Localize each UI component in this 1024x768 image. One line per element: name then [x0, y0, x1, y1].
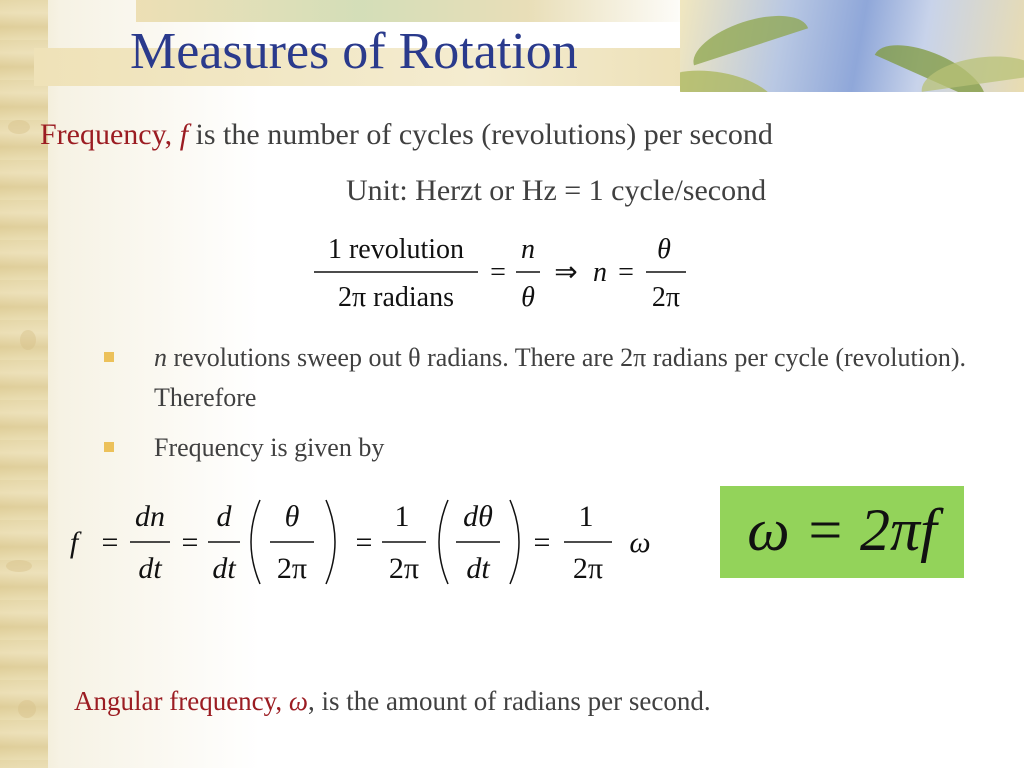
eq2-dt-2: dt: [212, 552, 236, 585]
eq2-dt-3: dt: [466, 552, 490, 585]
parchment-texture: [20, 330, 36, 350]
eq2-equals: =: [181, 526, 199, 559]
leaf-collage-image: [680, 0, 1024, 92]
eq1-n: n: [593, 257, 607, 288]
eq1-left-denominator: 2π radians: [338, 282, 454, 313]
eq2-dtheta: dθ: [463, 500, 493, 533]
left-paren: [439, 500, 448, 584]
slide-title: Measures of Rotation: [130, 23, 578, 80]
bullet-text: [154, 338, 984, 418]
right-paren: [326, 500, 335, 584]
eq2-2pi-3: 2π: [572, 552, 604, 585]
eq2-theta: θ: [284, 500, 300, 533]
frequency-definition: [40, 118, 773, 152]
eq2-one: 1: [394, 500, 410, 533]
eq2-dn: dn: [135, 500, 165, 533]
angular-frequency-formula: ω = 2πf: [747, 497, 937, 563]
eq1-equals: =: [490, 257, 506, 288]
eq2-d: d: [216, 500, 232, 533]
bullet-body: revolutions sweep out θ radians. There are 2π radians per cycle (revolution). Therefore: [154, 343, 967, 412]
frequency-term: Frequency,: [40, 118, 173, 151]
eq1-n-numerator: n: [521, 234, 535, 265]
frequency-symbol: f: [179, 118, 189, 151]
eq2-equals: =: [355, 526, 373, 559]
parchment-texture: [18, 700, 36, 718]
bullet-marker: [104, 442, 114, 452]
right-paren: [510, 500, 519, 584]
angular-frequency-symbol: ω: [288, 686, 308, 716]
eq2-equals: =: [101, 526, 119, 559]
eq2-one-2: 1: [578, 500, 594, 533]
eq2-f: f: [69, 526, 79, 559]
angular-frequency-term: Angular frequency,: [74, 686, 283, 716]
frequency-derivation-equation: [64, 496, 674, 592]
revolution-radian-equation: [312, 230, 702, 316]
eq1-left-numerator: 1 revolution: [327, 234, 465, 265]
parchment-texture: [8, 120, 30, 134]
eq2-equals: =: [533, 526, 551, 559]
eq1-theta-denominator: θ: [521, 282, 535, 313]
frequency-definition-text: is the number of cycles (revolutions) per second: [195, 118, 773, 151]
eq2-omega: ω: [629, 526, 651, 559]
angular-frequency-text: , is the amount of radians per second.: [307, 686, 711, 716]
header-decoration: [136, 0, 696, 22]
leaf-decoration: [686, 4, 808, 66]
bullet-text: Frequency is given by: [154, 433, 385, 462]
eq1-equals-2: =: [618, 257, 634, 288]
eq2-2pi: 2π: [276, 552, 308, 585]
leaf-decoration: [680, 62, 780, 92]
bullet-lead-n: n: [154, 343, 167, 372]
implies-arrow: ⇒: [554, 257, 578, 288]
angular-frequency-formula-box: [720, 486, 964, 578]
parchment-texture: [6, 560, 32, 572]
unit-line: Unit: Herzt or Hz = 1 cycle/second: [346, 174, 767, 207]
angular-frequency-definition: [74, 686, 711, 717]
parchment-border: [0, 0, 48, 768]
eq2-2pi-2: 2π: [388, 552, 420, 585]
left-paren: [251, 500, 260, 584]
eq1-2pi-denominator: 2π: [651, 282, 681, 313]
bullet-marker: [104, 352, 114, 362]
eq1-theta-numerator: θ: [657, 234, 671, 265]
eq2-dt: dt: [138, 552, 162, 585]
